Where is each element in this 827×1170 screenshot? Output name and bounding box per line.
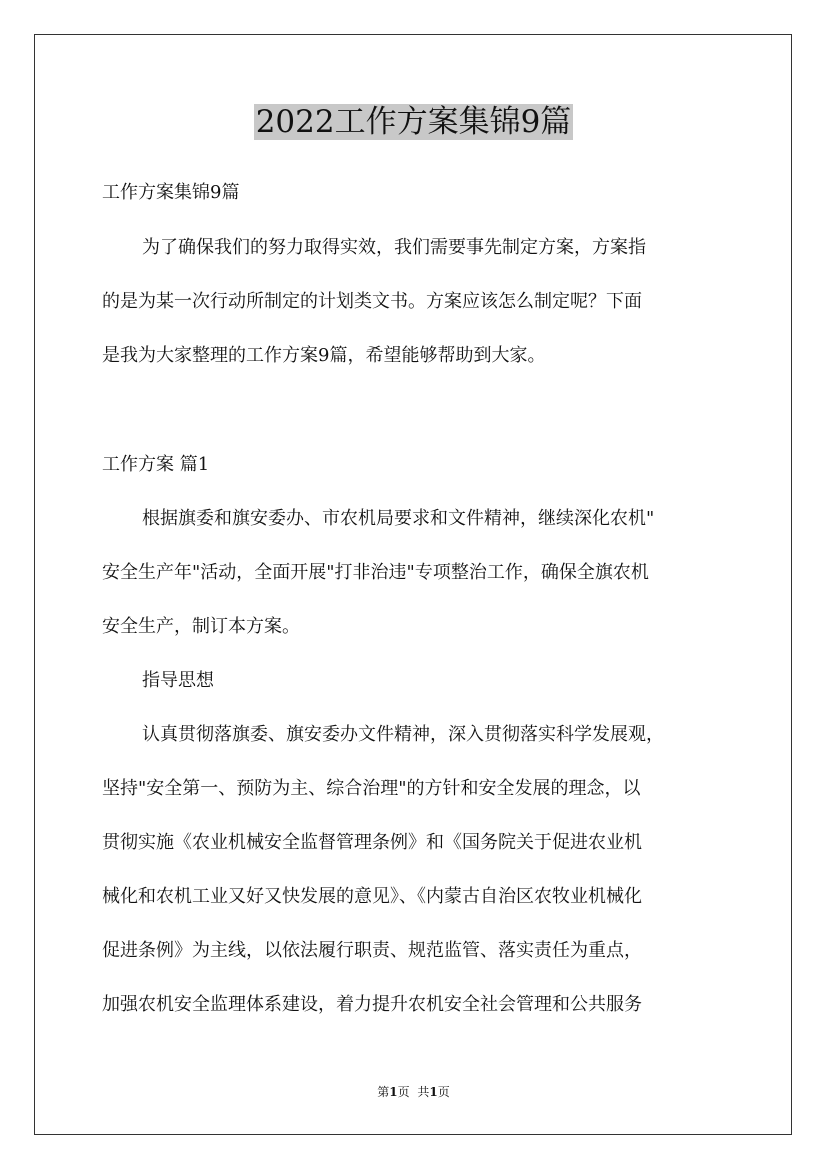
page-footer <box>0 1084 827 1100</box>
document-title-text: 2022工作方案集锦9篇 <box>255 104 572 140</box>
section-line-2: 安全生产年"活动，全面开展"打非治违"专项整治工作，确保全旗农机 <box>102 562 649 583</box>
page-prefix: 第 <box>377 1085 390 1099</box>
guiding-line-3: 贯彻实施《农业机械安全监督管理条例》和《国务院关于促进农业机 <box>102 832 642 853</box>
document-subtitle: 工作方案集锦9篇 <box>102 182 240 203</box>
guiding-line-6: 加强农机安全监理体系建设，着力提升农机安全社会管理和公共服务 <box>102 994 642 1015</box>
total-pages: 1 <box>429 1085 438 1099</box>
guiding-heading: 指导思想 <box>142 670 214 691</box>
section-heading: 工作方案 篇1 <box>102 454 210 475</box>
page-suffix: 页 <box>397 1085 410 1099</box>
page-number: 1 <box>389 1085 398 1099</box>
section-line-1: 根据旗委和旗安委办、市农机局要求和文件精神，继续深化农机" <box>142 508 655 529</box>
intro-line-1: 为了确保我们的努力取得实效，我们需要事先制定方案，方案指 <box>142 237 646 258</box>
document-title <box>0 100 827 144</box>
guiding-line-2: 坚持"安全第一、预防为主、综合治理"的方针和安全发展的理念，以 <box>102 778 641 799</box>
total-suffix: 页 <box>437 1085 450 1099</box>
guiding-line-4: 械化和农机工业又好又快发展的意见》、《内蒙古自治区农牧业机械化 <box>102 886 642 907</box>
intro-line-3: 是我为大家整理的工作方案9篇，希望能够帮助到大家。 <box>102 345 546 366</box>
total-prefix: 共 <box>417 1085 430 1099</box>
intro-line-2: 的是为某一次行动所制定的计划类文书。方案应该怎么制定呢？下面 <box>102 291 642 312</box>
section-line-3: 安全生产，制订本方案。 <box>102 616 300 637</box>
guiding-line-5: 促进条例》为主线，以依法履行职责、规范监管、落实责任为重点， <box>102 940 642 961</box>
guiding-line-1: 认真贯彻落旗委、旗安委办文件精神，深入贯彻落实科学发展观， <box>142 724 664 745</box>
